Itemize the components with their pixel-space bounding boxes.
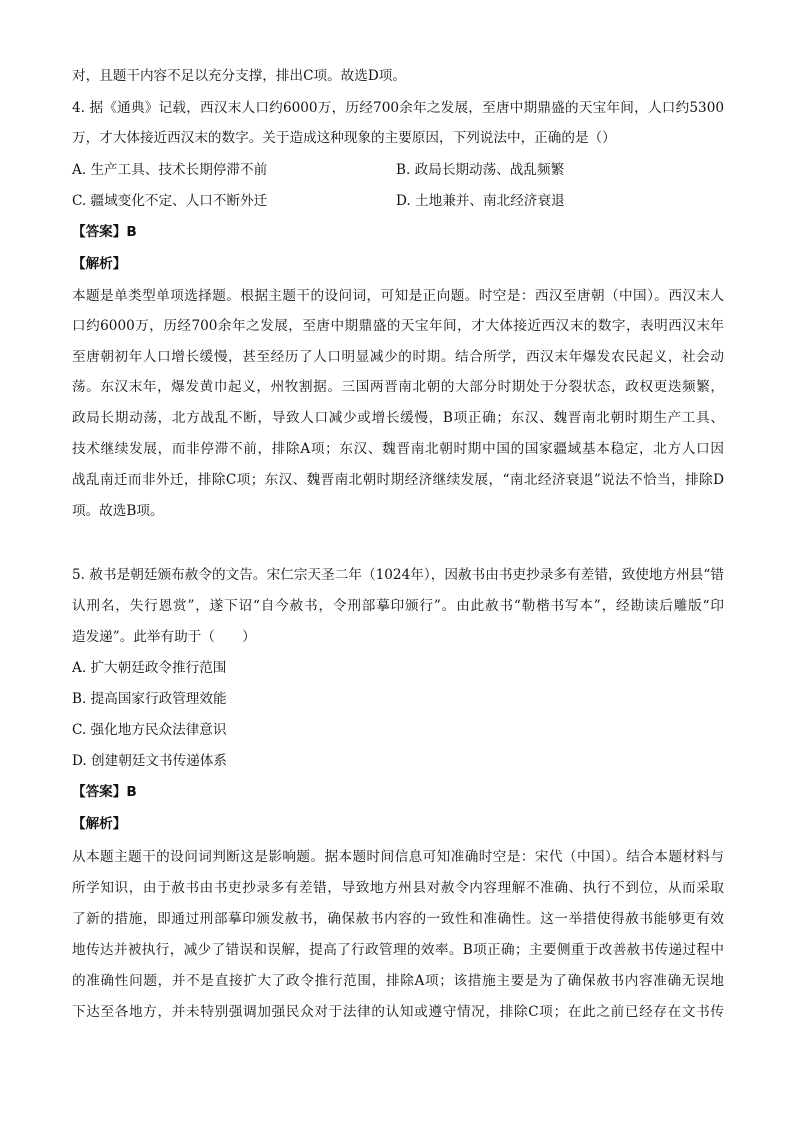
q4-analysis-line: 本题是单类型单项选择题。根据主题干的设问词，可知是正向题。时空是：西汉至唐朝（中国）。西汉末人 [72,288,724,304]
q5-analysis-line: 所学知识，由于赦书由书吏抄录多有差错，导致地方州县对赦令内容理解不准确、执行不到位，从而采取 [72,880,724,896]
q5-stem-line-3: 造发递”。此举有助于（ ） [72,629,256,645]
q4-analysis-label: 【解析】 [72,256,127,272]
q5-option-a: A. 扩大朝廷政令推行范围 [72,660,227,676]
q4-analysis-line: 口约6000万，历经700余年之发展，至唐中期鼎盛的天宝年间，才大体接近西汉末的数字，表明西汉末年 [72,318,724,334]
q5-analysis-line: 下达至各地方，并未特别强调加强民众对于法律的认知或遵守情况，排除C项；在此之前已经存在文书传 [72,1004,724,1020]
q4-stem-line-1: 4. 据《通典》记载，西汉末人口约6000万，历经700余年之发展，至唐中期鼎盛的天宝年间，人口约5300 [72,100,724,116]
q4-analysis-line: 政局长期动荡，北方战乱不断，导致人口减少或增长缓慢，B项正确；东汉、魏晋南北朝时期生产工具、 [72,410,724,426]
q5-analysis-line: 从本题主题干的设问词判断这是影响题。据本题时间信息可知准确时空是：宋代（中国）。结合本题材料与 [72,849,724,865]
q4-option-d: D. 土地兼并、南北经济衰退 [396,193,565,209]
q4-answer: 【答案】B [72,224,137,240]
q4-analysis-line: 项。故选B项。 [72,503,164,519]
q5-answer: 【答案】B [72,784,137,800]
q4-option-c: C. 疆域变化不定、人口不断外迁 [72,193,268,209]
q4-option-b: B. 政局长期动荡、战乱频繁 [396,162,565,178]
q5-analysis-label: 【解析】 [72,816,127,832]
q4-option-a: A. 生产工具、技术长期停滞不前 [72,162,268,178]
q4-analysis-line: 荡。东汉末年，爆发黄巾起义，州牧割据。三国两晋南北朝的大部分时期处于分裂状态，政权更迭频繁， [72,379,724,395]
q5-option-c: C. 强化地方民众法律意识 [72,722,227,738]
q4-analysis-line: 战乱南迁而非外迁，排除C项；东汉、魏晋南北朝时期经济继续发展，“南北经济衰退”说法不恰当，排除D [72,472,724,488]
q4-analysis-line: 至唐朝初年人口增长缓慢，甚至经历了人口明显减少的时期。结合所学，西汉末年爆发农民起义，社会动 [72,349,724,365]
q5-analysis-line: 了新的措施，即通过刑部摹印颁发赦书，确保赦书内容的一致性和准确性。这一举措使得赦书能够更有效 [72,911,724,927]
q4-stem-line-2: 万，才大体接近西汉末的数字。关于造成这种现象的主要原因，下列说法中，正确的是（） [72,130,616,146]
q5-stem-line-2: 认刑名，失行恩赏”，遂下诏“自今赦书，令刑部摹印颁行”。由此赦书“勒楷书写本”，经勘读后雕版“印 [72,598,724,614]
q4-analysis-line: 技术继续发展，而非停滞不前，排除A项；东汉、魏晋南北朝时期中国的国家疆域基本稳定，北方人口因 [72,441,724,457]
q5-option-b: B. 提高国家行政管理效能 [72,691,227,707]
previous-analysis-tail: 对，且题干内容不足以充分支撑，排出C项。故选D项。 [72,68,406,84]
q5-analysis-line: 地传达并被执行，减少了错误和误解，提高了行政管理的效率。B项正确；主要侧重于改善赦书传递过程中 [72,942,724,958]
q5-analysis-line: 的准确性问题，并不是直接扩大了政令推行范围，排除A项；该措施主要是为了确保赦书内容准确无误地 [72,973,724,989]
q5-stem-line-1: 5. 赦书是朝廷颁布赦令的文告。宋仁宗天圣二年（1024年），因赦书由书吏抄录多有差错，致使地方州县“错 [72,567,724,583]
q5-option-d: D. 创建朝廷文书传递体系 [72,753,227,769]
